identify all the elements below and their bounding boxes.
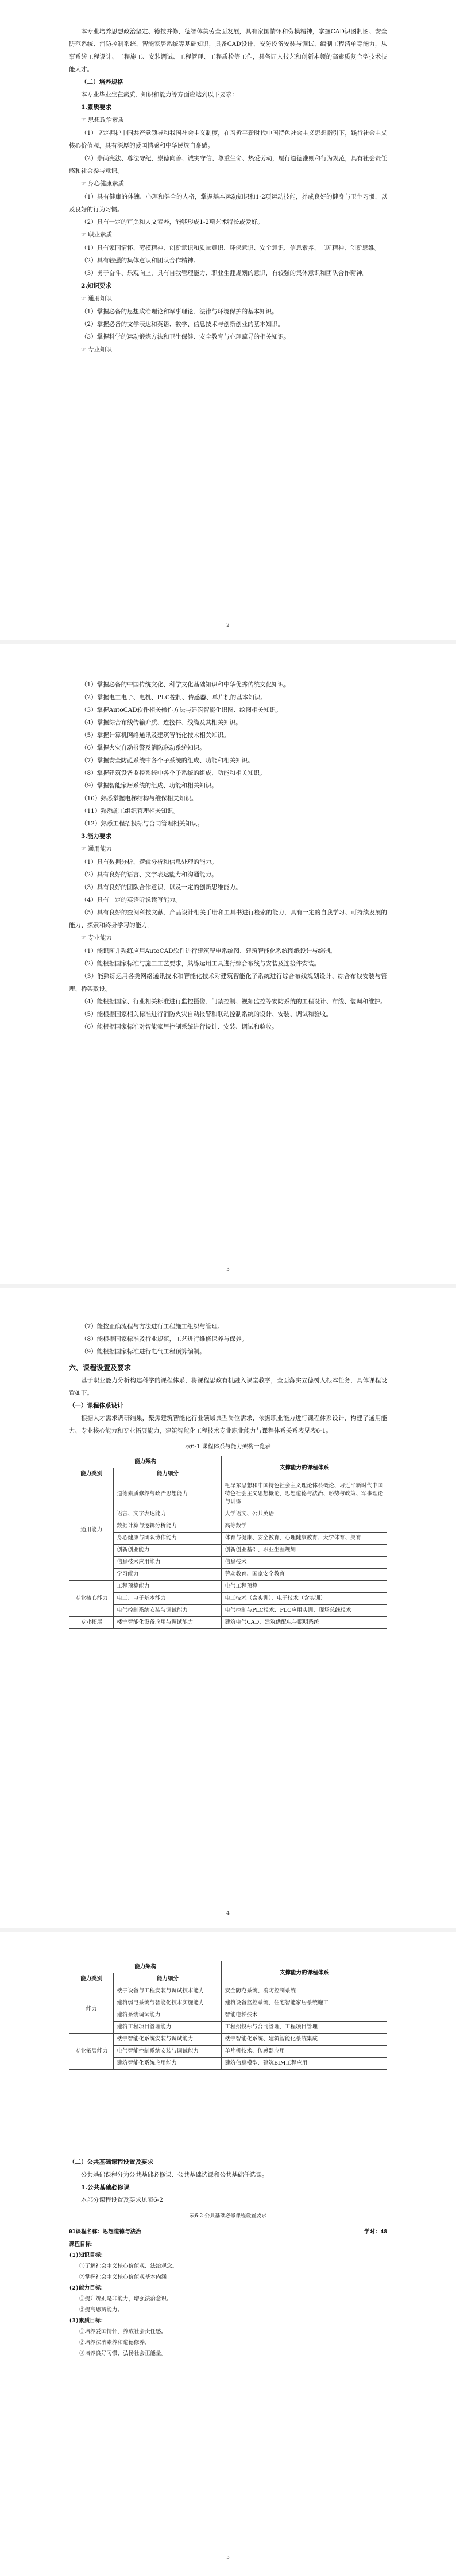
knowledge-requirements-heading: 2.知识要求 (81, 282, 111, 289)
section-heading-public-courses: （二）公共基础课程设置及要求 (69, 2159, 153, 2166)
training-goal-paragraph: 本专业培养思想政治坚定、德技并修，德智体美劳全面发展，具有家国情怀和劳模精神，掌握CAD识图制图、安全防范系统、消防控制系统、智能家居系统等基础知识，具备CAD设计、安防设备安装与调试、编制工程清单等能力，从事系统工程设计、工程施工、安装调试、工程管理、工程质检等工作，具备匠人技艺和创新本领的高素质复合型技术技能人才。 (69, 28, 387, 73)
public-courses-text: 公共基础课程分为公共基础必修课、公共基础选课和公共基础任选课。 (81, 2171, 268, 2178)
table-row: 专业拓展 楼宇智能化设备应用与调试能力 建筑电气CAD、建筑供配电与照明系统 (69, 1617, 387, 1629)
ability-item: （6）能根据国家标准对智能家居控制系统进行设计、安装、调试和验收。 (81, 1023, 278, 1030)
category-cell: 专业拓展能力 (69, 2034, 114, 2070)
ability-item: （1）能识图并熟练应用AutoCAD软件进行建筑配电系统图、建筑智能化系统图纸设计与绘制。 (81, 948, 337, 955)
ability-item: （2）具有良好的语言、文字表达能力和沟通能力。 (81, 871, 218, 878)
document-page-3 (0, 1288, 456, 1932)
header-courses: 支撑能力的课程体系 (222, 1961, 387, 1985)
header-subdivision: 能力细分 (114, 1468, 222, 1480)
goal-item: ①了解社会主义核心价值观、法治观念。 (79, 2263, 178, 2269)
table-row: 身心健康与团队协作能力 体育与健康、安全教育、心理健康教育、大学体育、美育 (69, 1533, 387, 1545)
category-cell: 专业拓展 (69, 1617, 114, 1629)
table-row: 信息技术应用能力 信息技术 (69, 1557, 387, 1569)
knowledge-item: （3）掌握AutoCAD软件相关操作方法与建筑智能化识图、绘图相关知识。 (81, 707, 282, 713)
quality-requirements-heading: 1.素质要求 (81, 104, 111, 111)
flag-bullet-icon: ☞ (81, 232, 86, 238)
system-design-text: 根据人才需求调研结果，聚焦建筑智能化行业领域典型岗位需求，依据职业能力进行课程体系设计，构建了通用能力、专业核心能力和专业拓展能力，建筑智能化工程技术专业职业能力与课程体系关系表见表6-1。 (69, 1415, 387, 1434)
course-header-bar (69, 2225, 387, 2239)
ability-item: （7）能按正确流程与方法进行工程施工组织与管理。 (81, 1323, 224, 1330)
knowledge-item: （12）熟悉工程招投标与合同管理相关知识。 (81, 820, 203, 827)
spacer (69, 2070, 387, 2156)
table-row: 语言、文字表达能力 大学语文、公共英语 (69, 1508, 387, 1520)
ability-item: （2）能根据国家标准与施工工艺要求，熟练运用工具进行综合布线与安装及连接件安装。 (81, 960, 320, 967)
flag-bullet-icon: ☞ (81, 117, 86, 123)
ability-item: （5）能根据国家相关标准进行消防火灾自动报警和联动控制系统的设计、安装、调试和验收。 (81, 1011, 333, 1018)
page-4-content (69, 1961, 387, 2359)
table-row: 创新创业能力 创新创业基础、职业生涯规划 (69, 1545, 387, 1557)
ability-item: （4）具有一定的英语听说读写能力。 (81, 897, 181, 903)
table-row: 学习能力 劳动教育、国家安全教育 (69, 1569, 387, 1581)
page-1-content (69, 25, 387, 356)
curriculum-ability-table (69, 1456, 387, 1629)
goal-item: ②掌握社会主义核心价值观基本内涵。 (79, 2274, 172, 2280)
goal-item: ①提升辨别是非能力，增强法治意识。 (79, 2296, 172, 2302)
ability-item: （3）具有良好的团队合作意识，以及一定的创新思维能力。 (81, 884, 242, 891)
table-row: 电工、电子基本能力 电工技术（含实训）、电子技术（含实训） (69, 1593, 387, 1605)
course-goals (69, 2239, 387, 2359)
table-row: 电气控制系统安装与调试能力 电气控制与PLC技术、PLC应用实训、现场总线技术 (69, 1605, 387, 1617)
required-courses-text: 本部分课程设置及要求见表6-2 (81, 2197, 163, 2203)
document-page-1 (0, 0, 456, 644)
page-number: 5 (226, 2555, 230, 2561)
quality-item: （1）坚定拥护中国共产党领导和我国社会主义制度，在习近平新时代中国特色社会主义思想指引下，践行社会主义核心价值观，具有深厚的爱国情感和中华民族自豪感。 (69, 130, 387, 149)
knowledge-item: （2）掌握电工电子、电机、PLC控制、传感器、单片机的基本知识。 (81, 694, 266, 701)
header-ability-group: 能力架构 (69, 1456, 222, 1468)
table-caption: 表6-2 公共基础必修课程设置要求 (189, 2213, 267, 2219)
credit-label: 学时： (364, 2229, 381, 2235)
table-row: 能力 楼宇设备与工程安装与调试技术能力 安全防范系统、消防控制系统 (69, 1985, 387, 1997)
document-page-2 (0, 644, 456, 1288)
knowledge-item: （5）掌握计算机网络通讯及建筑智能化技术相关知识。 (81, 732, 230, 739)
goals-label: 课程目标： (69, 2241, 96, 2248)
table-row: 数据计算与逻辑分析能力 高等数学 (69, 1520, 387, 1533)
table-row: 专业拓展能力 楼宇智能化系统安装与调试能力 楼宇智能化系统、建筑智能化系统集成 (69, 2034, 387, 2046)
curriculum-ability-table-continued (69, 1961, 387, 2070)
goal-item: ②提高思辨能力。 (79, 2307, 123, 2313)
ability-item: （9）能根据国家标准进行电气工程预算编制。 (81, 1348, 206, 1355)
knowledge-item: （11）熟悉施工组织管理相关知识。 (81, 808, 179, 814)
knowledge-item: （8）掌握建筑设备监控系统中各个子系统的组成、功能和相关知识。 (81, 770, 266, 777)
header-ability-group: 能力架构 (69, 1961, 222, 1973)
ability-item: （4）能根据国家、行业相关标准进行监控摄像、门禁控制、视频监控等安防系统的工程设计、布线、装调和维护。 (81, 998, 387, 1005)
goal-item: ③培养良好习惯，弘扬社会正能量。 (79, 2350, 167, 2357)
table-row: 建筑智能化系统应用能力 建筑信息模型、建筑BIM工程应用 (69, 2058, 387, 2070)
flag-bullet-icon: ☞ (81, 296, 86, 302)
category-cell: 专业核心能力 (69, 1581, 114, 1617)
knowledge-item: （7）掌握安全防范系统中各个子系统的组成、功能和相关知识。 (81, 757, 254, 764)
subheading-political: ☞ 思想政治素质 (81, 117, 124, 123)
header-category: 能力类别 (69, 1973, 114, 1985)
ability-item: （3）能熟练运用各类网络通讯技术和智能化技术对建筑智能化子系统进行综合布线规划设计、综合布线安装与管理、桥架敷设。 (69, 973, 387, 992)
subheading-health: ☞ 身心健康素质 (81, 180, 124, 187)
quality-item: （3）勇于奋斗、乐观向上，具有自我管理能力、职业生涯规划的意识，有较强的集体意识和团队合作精神。 (81, 270, 369, 277)
knowledge-item: （10）熟悉掌握电梯结构与维保相关知识。 (81, 795, 198, 802)
table-row: 建筑弱电系统与智能化技术实施能力 建筑设备监控系统、住宅智能家居系统施工 (69, 1997, 387, 2009)
knowledge-item: （1）掌握必备的思想政治理论和军事理论、法律与环境保护的基本知识。 (81, 308, 278, 315)
knowledge-item: （2）掌握必备的文学表达和英语、数学、信息技术与创新创业的基本知识。 (81, 321, 284, 328)
category-cell: 能力 (69, 1985, 114, 2034)
table-row: 专业核心能力 工程预算能力 电气工程预算 (69, 1581, 387, 1593)
header-subdivision: 能力细分 (114, 1973, 222, 1985)
quality-item: （2）具有一定的审美和人文素养，能够形成1-2项艺术特长或爱好。 (81, 219, 264, 226)
curriculum-intro: 基于职业能力分析构建科学的课程体系，将课程思政有机融入课堂教学，全面落实立德树人根本任务，具体课程设置如下。 (69, 1377, 387, 1396)
goal-item: ①培养爱国情怀，养成社会责任感。 (79, 2329, 167, 2335)
table-caption: 表6-1 课程体系与能力架构一览表 (185, 1444, 271, 1450)
subheading-professional-knowledge: ☞ 专业知识 (81, 346, 112, 353)
category-cell: 通用能力 (69, 1480, 114, 1581)
header-courses: 支撑能力的课程体系 (222, 1456, 387, 1480)
course-name-label: 01课程名称： (69, 2229, 103, 2235)
required-courses-heading: 1.公共基础必修课 (81, 2184, 130, 2191)
knowledge-item: （9）掌握智能家居系统的组成、功能和相关知识。 (81, 782, 218, 789)
quality-item: （1）具有健康的体魄、心理和健全的人格，掌握基本运动知识和1-2项运动技能，养成良好的健身与卫生习惯，以及良好的行为习惯。 (69, 193, 387, 213)
page-2-content (69, 678, 387, 1033)
page-number: 4 (226, 1911, 230, 1917)
table-row: 建筑系统调试能力 智能电梯技术 (69, 2009, 387, 2022)
page-number: 3 (226, 1267, 230, 1273)
flag-bullet-icon: ☞ (81, 846, 86, 852)
flag-bullet-icon: ☞ (81, 935, 86, 941)
subheading-professional: ☞ 职业素质 (81, 231, 112, 238)
section-heading-system-design: （一）课程体系设计 (69, 1402, 123, 1409)
quality-item: （2）崇尚宪法、尊法守纪，崇德向善、诚实守信、尊重生命、热爱劳动，履行道德准则和行为规范，具有社会责任感和社会参与意识。 (69, 155, 387, 174)
knowledge-item: （4）掌握综合布线传输介质、连接件、线缆及其相关知识。 (81, 719, 242, 726)
goal-item: ②培养法治素养和道德修养。 (79, 2340, 150, 2346)
knowledge-item: （3）掌握科学的运动锻炼方法和卫生保健、安全教育与心理疏导的相关知识。 (81, 333, 290, 340)
flag-bullet-icon: ☞ (81, 181, 86, 187)
specs-intro: 本专业毕业生在素质、知识和能力等方面应达到以下要求： (81, 91, 238, 98)
knowledge-item: （6）掌握火灾自动报警及消防联动系统知识。 (81, 744, 206, 751)
knowledge-item: （1）掌握必备的中国传统文化、科学文化基础知识和中华优秀传统文化知识。 (81, 681, 290, 688)
subheading-general-knowledge: ☞ 通用知识 (81, 295, 112, 302)
goal-heading: (1)知识目标： (69, 2252, 106, 2259)
ability-requirements-heading: 3.能力要求 (81, 833, 111, 840)
ability-item: （1）具有数据分析、逻辑分析和信息处理的能力。 (81, 859, 218, 866)
ability-item: （5）具有良好的查阅科技文献、产品设计相关手册和工具书进行检索的能力，具有一定的自我学习、可持续发展的能力、探索和终身学习的能力。 (69, 909, 387, 929)
goal-heading: (3)素质目标： (69, 2318, 106, 2324)
flag-bullet-icon: ☞ (81, 347, 86, 353)
section-heading-training-specs: （二）培养规格 (81, 79, 123, 86)
document-page-4 (0, 1932, 456, 2576)
table-row: 通用能力 道德素质修养与政治思想能力 毛泽东思想和中国特色社会主义理论体系概论、习近平新时代中国特色社会主义思想概论、思想道德与法治、形势与政策、军事理论与训练 (69, 1480, 387, 1508)
course-name: 思想道德与法治 (102, 2229, 141, 2235)
quality-item: （2）具有较强的集体意识和团队合作精神。 (81, 257, 200, 264)
subheading-general-ability: ☞ 通用能力 (81, 845, 112, 852)
quality-item: （1）具有家国情怀、劳模精神、创新意识和质量意识、环保意识、安全意识、信息素养、工匠精神、创新思维。 (81, 245, 381, 251)
credit-value: 48 (380, 2229, 387, 2235)
goal-heading: (2)能力目标： (69, 2285, 106, 2291)
ability-item: （8）能根据国家标准及行业规范，工艺进行维修保养与保养。 (81, 1336, 248, 1343)
subheading-professional-ability: ☞ 专业能力 (81, 934, 112, 941)
table-row: 电气智能控制系统安装与调试能力 单片机技术、传感器应用 (69, 2046, 387, 2058)
table-row: 建筑工程项目管理能力 工程招投标与合同管理、工程项目管理 (69, 2022, 387, 2034)
page-number: 2 (226, 623, 230, 629)
page-3-content (69, 1320, 387, 1629)
section-heading-curriculum: 六、课程设置及要求 (69, 1364, 132, 1372)
header-category: 能力类别 (69, 1468, 114, 1480)
